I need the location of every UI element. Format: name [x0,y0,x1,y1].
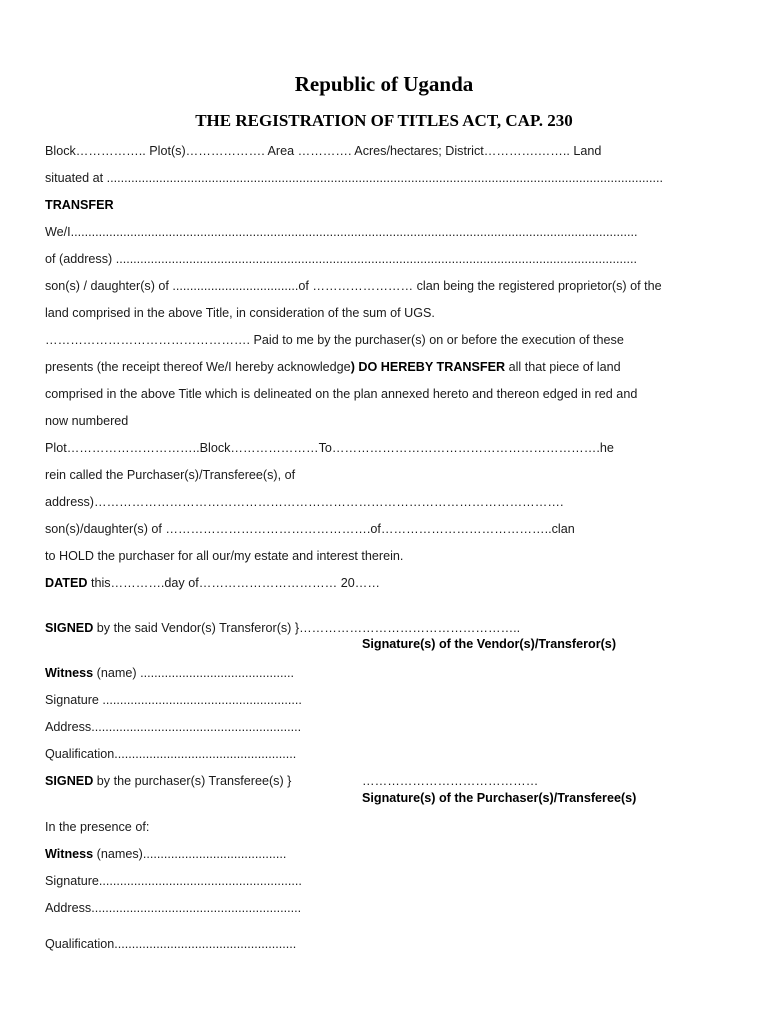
witness-signature-line: Signature ......................................................... [45,693,302,707]
acknowledge-line [45,358,725,376]
dated-line [45,574,725,592]
transfer-heading-text: TRANSFER [45,198,114,212]
vendor-signed-line [45,619,725,637]
situated-line: situated at ............................................................................................................................................................... [45,171,663,185]
act-subtitle: THE REGISTRATION OF TITLES ACT, CAP. 230 [195,111,573,130]
vendor-signed-rest: by the said Vendor(s) Transferor(s) }…………………………………………….. [93,621,521,635]
witness2-label: Witness [45,847,94,861]
transfer-heading [45,196,725,214]
piece-of-land-text: all that piece of land [505,360,621,374]
plot-block-to-line: Plot…………………………..Block…………………To……………………………………………………….he [45,441,614,455]
purchaser-signed-rest: by the purchaser(s) Transferee(s) } [93,774,292,788]
document-title: Republic of Uganda [294,72,474,96]
purchaser-signature-dots: …………………………………… [362,774,539,788]
purchaser-signed-line [45,772,345,790]
purchaser-lineage-line: son(s)/daughter(s) of ………………………………………….of…………………………………..clan [45,522,575,536]
witness-line [45,664,725,682]
purchaser-address-line: address)…………………………………………………………………………………………………. [45,495,564,509]
vendor-signed-label: SIGNED [45,621,94,635]
numbered-line: now numbered [45,414,129,428]
delineated-line: comprised in the above Title which is delineated on the plan annexed hereto and thereon edged in red and [45,387,638,401]
witness-rest: (name) ............................................ [93,666,295,680]
witness-label: Witness [45,666,94,680]
consideration-line: land comprised in the above Title, in consideration of the sum of UGS. [45,306,435,320]
dated-label: DATED [45,576,88,590]
payment-line: …………………………………………. Paid to me by the purchaser(s) on or before the execution of these [45,333,624,347]
vendor-signature-caption: Signature(s) of the Vendor(s)/Transferor(s) [362,637,617,651]
witness2-qualification-line: Qualification.................................................... [45,937,297,951]
transferor-name-line: We/I.................................................................................................................................................................. [45,225,638,239]
purchaser-signature-caption: Signature(s) of the Purchaser(s)/Transferee(s) [362,791,637,805]
witness2-rest: (names)......................................... [93,847,287,861]
witness2-address-line: Address............................................................ [45,901,302,915]
block-plot-line: Block…………….. Plot(s)………………. Area …………. Acres/hectares; District………….…….. Land [45,144,602,158]
presence-line: In the presence of: [45,820,150,834]
purchaser-signed-label: SIGNED [45,774,94,788]
witness-qualification-line: Qualification.................................................... [45,747,297,761]
witness-address-line: Address............................................................ [45,720,302,734]
transferor-address-line: of (address) ..................................................................................................................................................... [45,252,638,266]
witness2-line [45,845,725,863]
hold-line: to HOLD the purchaser for all our/my estate and interest therein. [45,549,404,563]
proprietor-line: son(s) / daughter(s) of ....................................of …………………… clan being the registered proprietor(s) of the [45,279,662,293]
acknowledge-text: presents (the receipt thereof We/I hereby acknowledge [45,360,351,374]
witness2-signature-line: Signature.......................................................... [45,874,302,888]
purchaser-called-line: rein called the Purchaser(s)/Transferee(s), of [45,468,296,482]
dated-rest: this………….day of…………………………… 20…… [87,576,380,590]
do-hereby-transfer: ) DO HEREBY TRANSFER [350,360,506,374]
